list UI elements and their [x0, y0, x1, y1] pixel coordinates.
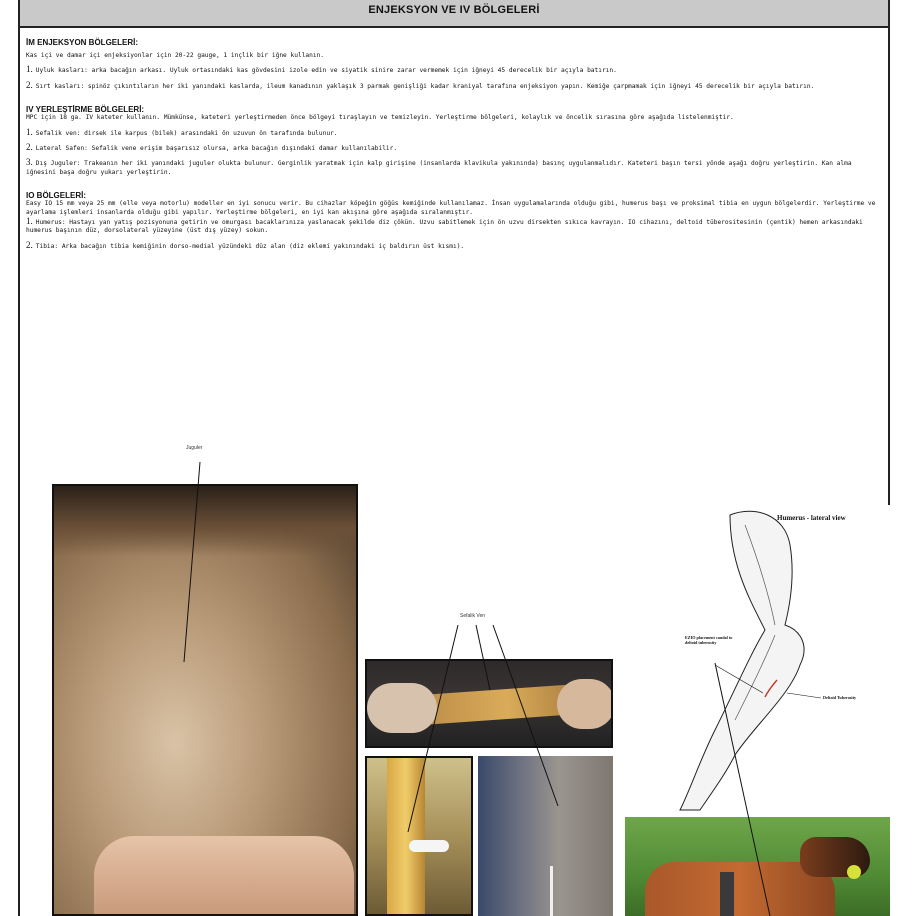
list-item: 2. Tibia: Arka bacağın tibia kemiğinin dorso-medial yüzündeki düz alan (diz eklemi yakınındaki iç baldırın üst kısmı). — [26, 239, 465, 250]
juguler-label: Juguler — [186, 445, 203, 451]
list-item: 1. Sefalik ven: dirsek ile karpus (bilek) arasındaki ön uzuvun ön tarafında bulunur. — [26, 126, 338, 137]
iv-section-title: IV YERLEŞTİRME BÖLGELERİ: — [26, 105, 145, 115]
im-section-title: İM ENJEKSYON BÖLGELERİ: — [26, 38, 139, 47]
im-intro: Kas içi ve damar içi enjeksiyonlar için 20-22 gauge, 1 inçlik bir iğne kullanın. — [26, 52, 325, 59]
iv-intro: MPC için 18 ga. IV kateter kullanın. Mümkünse, kateteri yerleştirmeden önce bölgeyi tıraşlayın ve temizleyin. Yerleştirme bölgeleri, kolaylık ve öncelik sırasına göre aşağıda listelenmiştir. — [26, 114, 734, 122]
io-section-title: IO BÖLGELERİ: — [26, 191, 86, 201]
list-item: 2. Lateral Safen: Sefalik vene erişim başarısız olursa, arka bacağın dışındaki damar kullanılabilir. — [26, 142, 398, 153]
ezio-note: EZIO placement caudal to deltoid tuberosity — [685, 635, 733, 645]
list-item: 1. Humerus: Hastayı yan yatış pozisyonuna getirin ve omurgası bacaklarınıza yaslanacak şekilde diz çökün. Uzvu sabitlemek için ön uzvu dirsekten sıkıca kavrayın. IO cihazını, deltoid tüberositesinin (çentik) hemen arkasındaki humerus başının düz, dorsolateral yüzeyine (üst dış yüzey) sokun. — [26, 216, 863, 235]
list-item: 2. Sırt kasları: spinöz çıkıntıların her iki yanındaki kaslarda, ileum kanadının yaklaşık 3 parmak genişliği kadar kraniyal tarafına enjeksiyon yapın. Kemiğe çarpmamak için iğneyi 45 derecelik bir açıyla batırın. — [26, 79, 815, 90]
deltoid-label: Deltoid Tuberosity — [823, 695, 857, 700]
humerus-title: Humerus - lateral view — [777, 514, 846, 522]
page-title: ENJEKSYON VE IV BÖLGELERİ — [368, 4, 540, 16]
list-item: 3. Dış Juguler: Trakeanın her iki yanındaki juguler olukta bulunur. Gerginlik yaratmak için kalp girişine (insanlarda klavikula yakınında) basınç uygulanmalıdır. Kateteri başın tersi yönde aşağı doğru yerleştirin. Kan alma iğnesini başa doğru yukarı yerleştirin. — [26, 157, 852, 176]
list-item: 1. Uyluk kasları: arka bacağın arkası. Uyluk ortasındaki kas gövdesini izole edin ve siyatik sinire zarar vermemek için iğneyi 45 derecelik bir açıyla batırın. — [26, 64, 617, 75]
sefalik-label: Sefalik Ven — [460, 613, 486, 619]
io-intro: Easy IO 15 mm veya 25 mm (elle veya motorlu) modeller en iyi sonucu verir. Bu cihazlar köpeğin göğüs kemiğinde kullanılamaz. İnsan uygulamalarında olduğu gibi, humerus başı ve proksimal tibia en uygun bölgelerdir. Yerleştirme ve ayarlama işlemleri insanlarda olduğu gibi yapılır. Yerleştirme bölgeleri, en iyi kan akışına göre aşağıda sıralanmıştır. — [26, 200, 876, 216]
